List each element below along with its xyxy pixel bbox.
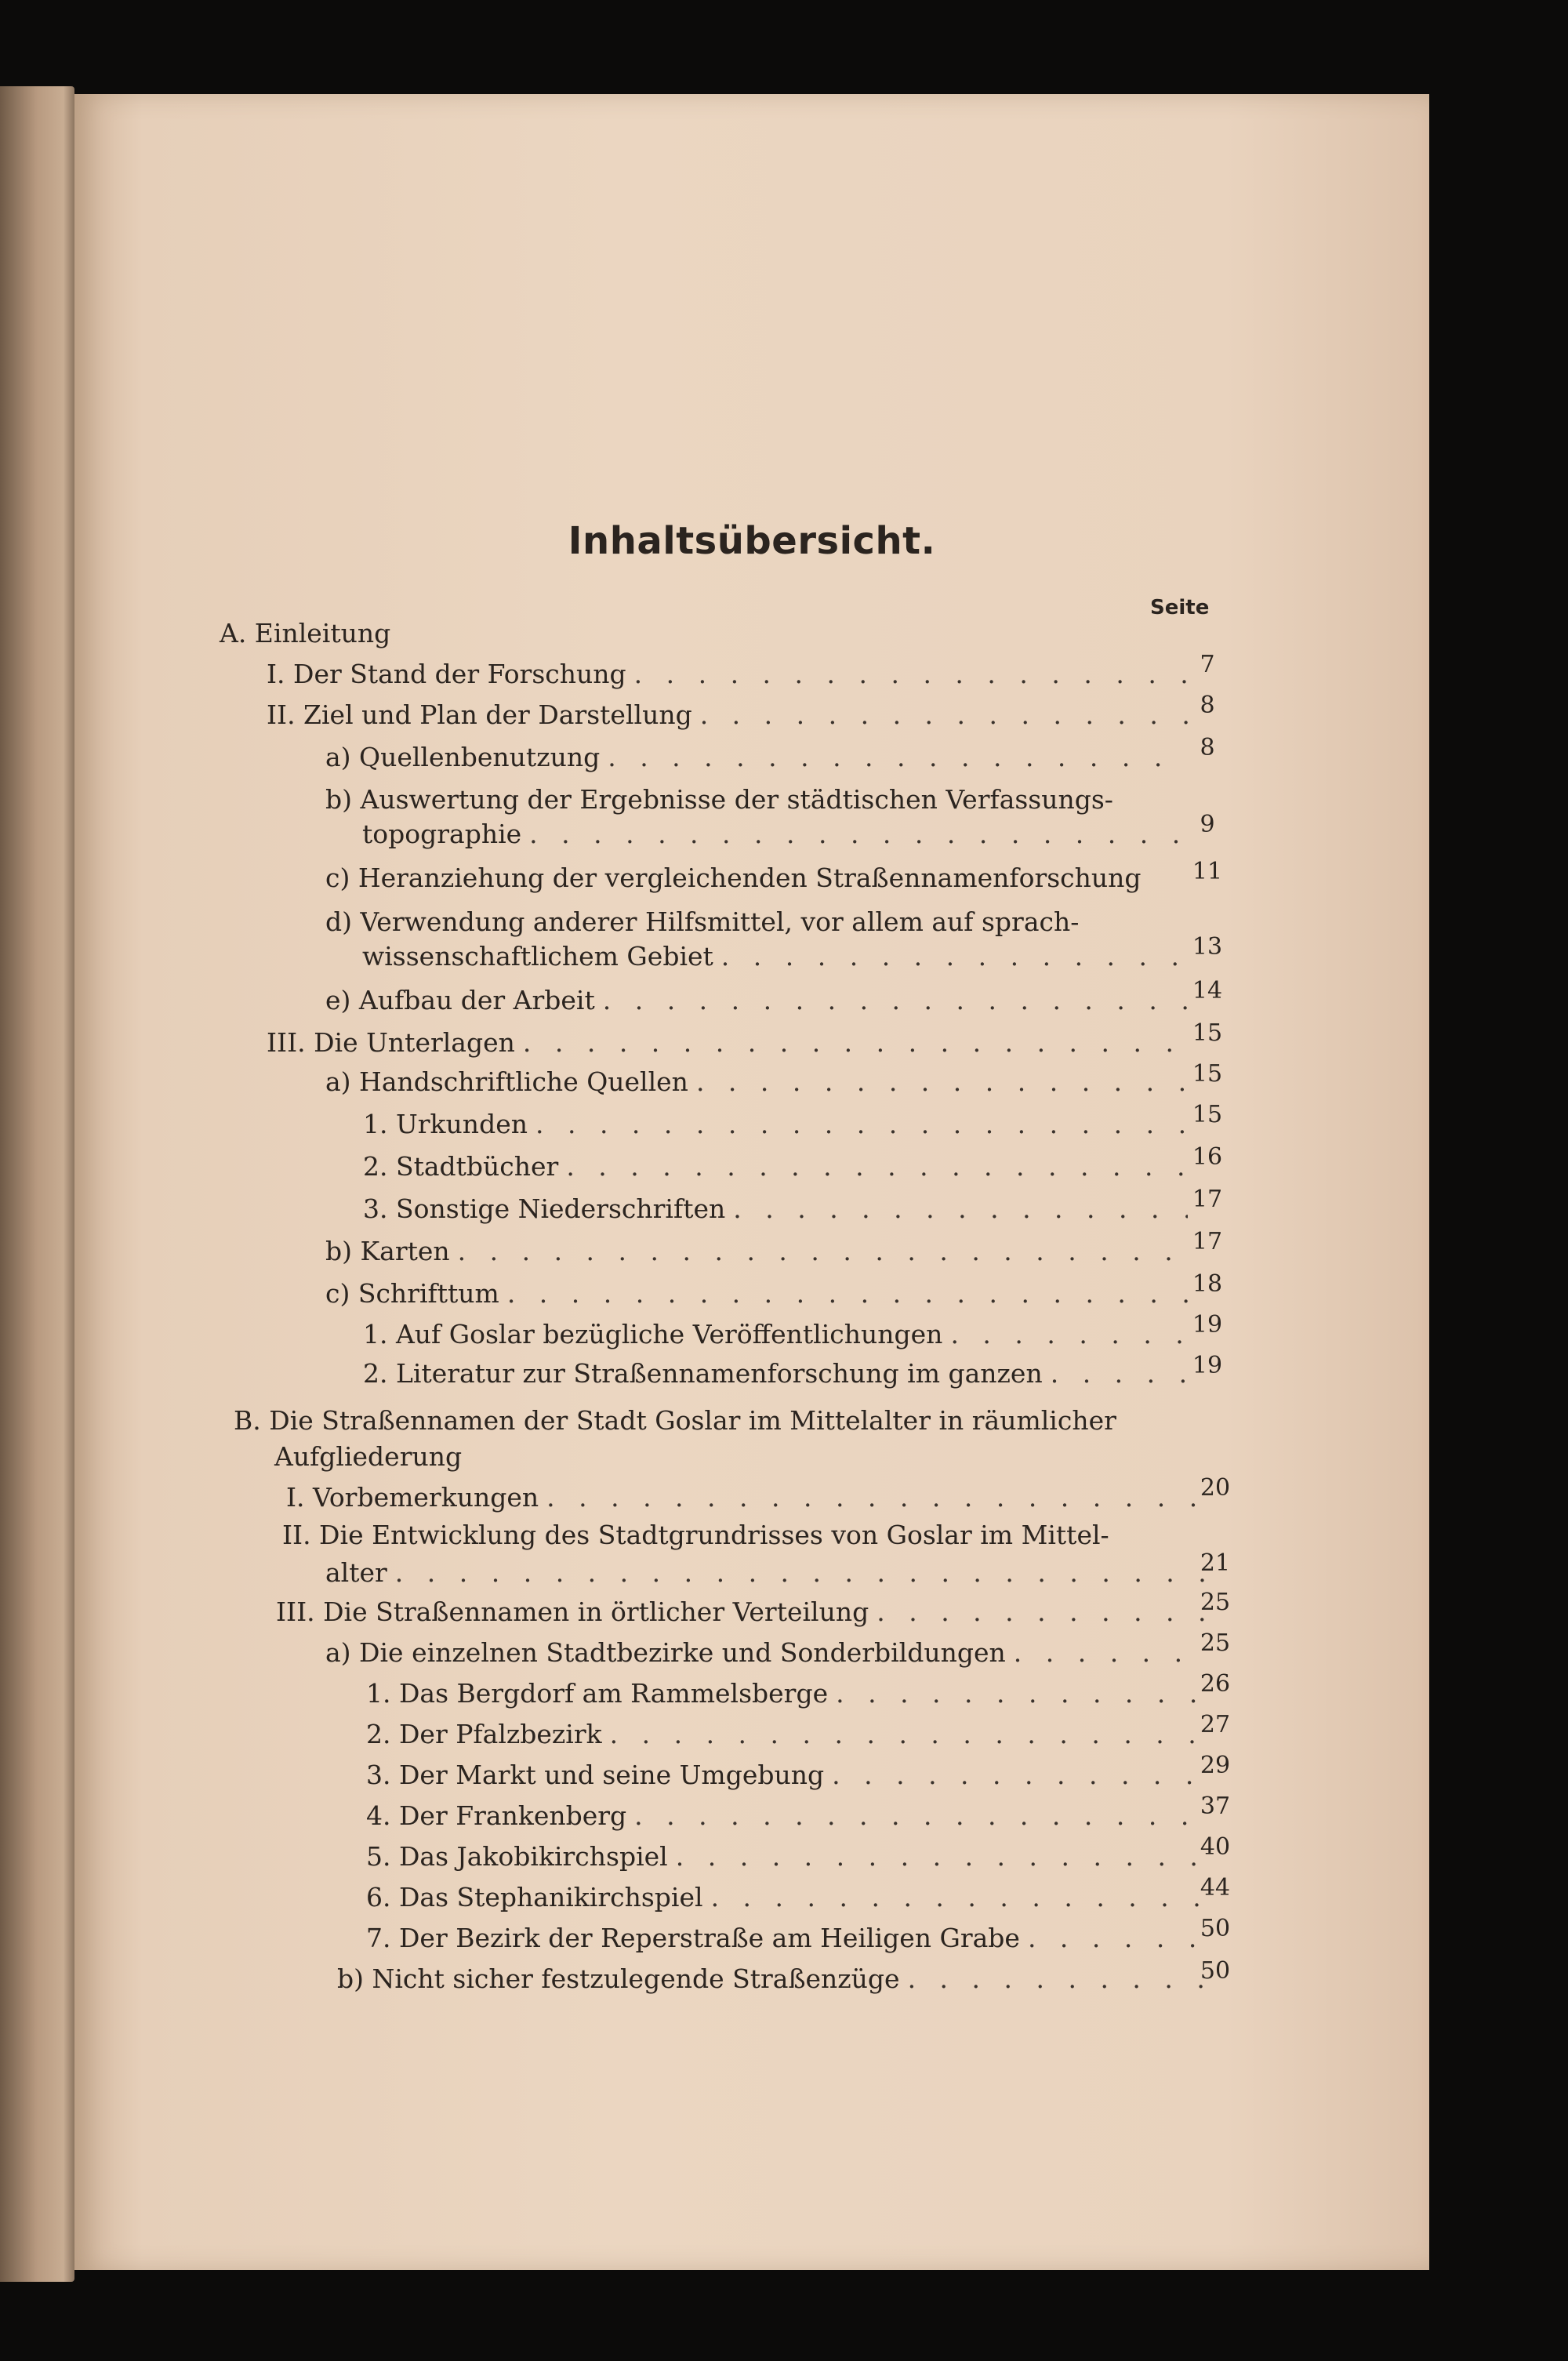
toc-entry-label: 1. Das Bergdorf am Rammelsberge (366, 1678, 829, 1709)
dot-leader (535, 1109, 1188, 1140)
toc-entry (363, 1109, 1196, 1140)
toc-entry (366, 1841, 1215, 1872)
toc-entry (366, 1760, 1215, 1791)
toc-entry (366, 1678, 1215, 1709)
toc-page-number: 21 (1200, 1549, 1231, 1577)
dot-leader (721, 941, 1188, 972)
toc-entry-label-line1: d) Verwendung anderer Hilfsmittel, vor allem auf sprach- (325, 906, 1080, 937)
dot-leader (610, 1719, 1207, 1750)
toc-page-number: 11 (1192, 858, 1223, 885)
dot-leader (608, 742, 1188, 773)
toc-page-number: 25 (1200, 1629, 1231, 1657)
toc-entry (366, 1882, 1215, 1913)
toc-page-number: 29 (1200, 1752, 1231, 1779)
dot-leader (908, 1963, 1207, 1995)
section-heading-b-line2: Aufgliederung (274, 1441, 463, 1472)
toc-entry-label: 2. Stadtbücher (363, 1151, 559, 1182)
toc-entry (363, 1358, 1196, 1389)
toc-entry-label: a) Quellenbenutzung (325, 742, 601, 772)
previous-page-edge (0, 86, 74, 2282)
toc-entry (276, 1596, 1215, 1628)
dot-leader (529, 819, 1188, 850)
toc-entry-label: c) Schrifttum (325, 1278, 499, 1309)
dot-leader (458, 1236, 1188, 1267)
dot-leader (700, 699, 1188, 731)
toc-entry (363, 1193, 1196, 1225)
toc-entry (325, 742, 1196, 773)
toc-entry (362, 941, 1196, 972)
dot-leader (634, 1800, 1207, 1832)
dot-leader (1028, 1923, 1207, 1954)
toc-entry-label-line1: b) Auswertung der Ergebnisse der städtischen Verfassungs- (325, 784, 1113, 815)
toc-entry-label: topographie (362, 819, 522, 849)
toc-entry-label: 6. Das Stephanikirchspiel (366, 1882, 703, 1912)
toc-page-number: 15 (1192, 1060, 1223, 1088)
toc-entry-label: alter (325, 1557, 387, 1588)
toc-page-number: 8 (1200, 692, 1215, 719)
toc-entry-label: II. Ziel und Plan der Darstellung (267, 699, 692, 730)
toc-page-number: 50 (1200, 1957, 1231, 1985)
toc-entry (286, 1482, 1215, 1513)
section-heading-a: A. Einleitung (220, 618, 391, 648)
toc-page-number: 27 (1200, 1711, 1231, 1738)
dot-leader (523, 1027, 1188, 1059)
section-heading-b-line1: B. Die Straßennamen der Stadt Goslar im Mittelalter in räumlicher (234, 1405, 1116, 1436)
toc-page-number: 44 (1200, 1874, 1231, 1902)
toc-page-number: 17 (1192, 1228, 1223, 1255)
toc-entry-label: 2. Literatur zur Straßennamenforschung im ganzen (363, 1358, 1043, 1389)
dot-leader (696, 1066, 1188, 1098)
toc-page-number: 7 (1200, 651, 1215, 678)
toc-entry (363, 1151, 1196, 1182)
page-column-header: Seite (1150, 596, 1210, 619)
toc-entry-label-line1: II. Die Entwicklung des Stadtgrundrisses von Goslar im Mittel- (282, 1520, 1109, 1550)
toc-page-number: 8 (1200, 734, 1215, 761)
dot-leader (950, 1319, 1188, 1350)
toc-page-number: 15 (1192, 1101, 1223, 1128)
toc-entry-label: I. Der Stand der Forschung (267, 659, 626, 689)
dot-leader (395, 1557, 1207, 1589)
dot-leader (733, 1193, 1188, 1225)
toc-entry (366, 1800, 1215, 1832)
toc-page-number: 25 (1200, 1589, 1231, 1616)
toc-entry-label: c) Heranziehung der vergleichenden Straßennamenforschung (325, 863, 1142, 893)
toc-entry (325, 1278, 1196, 1309)
toc-entry-label: b) Karten (325, 1236, 450, 1266)
toc-entry (325, 985, 1196, 1016)
toc-entry (325, 1557, 1215, 1589)
toc-page-number: 18 (1192, 1270, 1223, 1298)
toc-page-number: 16 (1192, 1143, 1223, 1171)
page-title: Inhaltsübersicht. (568, 519, 936, 563)
toc-page-number: 19 (1192, 1352, 1223, 1379)
toc-entry-label: 3. Sonstige Niederschriften (363, 1193, 726, 1224)
toc-page-number: 13 (1192, 933, 1223, 961)
toc-entry-label: III. Die Unterlagen (267, 1027, 515, 1058)
toc-entry-label: I. Vorbemerkungen (286, 1482, 539, 1513)
toc-entry-label: 1. Auf Goslar bezügliche Veröffentlichungen (363, 1319, 943, 1349)
dot-leader (507, 1278, 1188, 1309)
toc-entry (267, 659, 1196, 690)
toc-entry-label: 1. Urkunden (363, 1109, 528, 1139)
dot-leader (603, 985, 1188, 1016)
toc-entry-label: 3. Der Markt und seine Umgebung (366, 1760, 825, 1790)
toc-entry-label: 4. Der Frankenberg (366, 1800, 627, 1831)
toc-page-number: 26 (1200, 1670, 1231, 1698)
toc-entry (366, 1719, 1215, 1750)
dot-leader (634, 659, 1188, 690)
dot-leader (711, 1882, 1207, 1913)
toc-page-number: 20 (1200, 1474, 1231, 1502)
toc-entry-label: b) Nicht sicher festzulegende Straßenzüge (337, 1963, 900, 1994)
toc-entry-label: 5. Das Jakobikirchspiel (366, 1841, 668, 1872)
toc-entry (325, 1066, 1196, 1098)
dot-leader (832, 1760, 1207, 1791)
toc-entry-label: a) Die einzelnen Stadtbezirke und Sonderbildungen (325, 1637, 1006, 1668)
dot-leader (1051, 1358, 1188, 1389)
toc-entry-label: wissenschaftlichem Gebiet (362, 941, 713, 972)
toc-page-number: 50 (1200, 1915, 1231, 1942)
toc-entry (362, 819, 1196, 850)
toc-entry-label: III. Die Straßennamen in örtlicher Verteilung (276, 1596, 869, 1627)
dot-leader (676, 1841, 1207, 1872)
book-page (74, 94, 1429, 2270)
toc-entry-label: 7. Der Bezirk der Reperstraße am Heiligen Grabe (366, 1923, 1020, 1953)
dot-leader (546, 1482, 1207, 1513)
toc-page-number: 40 (1200, 1833, 1231, 1861)
toc-entry (325, 1637, 1215, 1669)
toc-page-number: 19 (1192, 1311, 1223, 1339)
toc-page-number: 17 (1192, 1186, 1223, 1213)
toc-entry (337, 1963, 1215, 1995)
toc-entry-label: e) Aufbau der Arbeit (325, 985, 595, 1015)
toc-entry (267, 699, 1196, 731)
toc-entry-label: a) Handschriftliche Quellen (325, 1066, 688, 1097)
dot-leader (1014, 1637, 1207, 1669)
toc-page-number: 15 (1192, 1019, 1223, 1047)
toc-entry-label: 2. Der Pfalzbezirk (366, 1719, 602, 1749)
toc-entry (366, 1923, 1215, 1954)
dot-leader (566, 1151, 1188, 1182)
toc-page-number: 37 (1200, 1793, 1231, 1820)
toc-page-number: 14 (1192, 977, 1223, 1004)
toc-entry (267, 1027, 1196, 1059)
dot-leader (836, 1678, 1207, 1709)
toc-entry (363, 1319, 1196, 1350)
dot-leader (877, 1596, 1207, 1628)
toc-entry (325, 1236, 1196, 1267)
toc-page-number: 9 (1200, 811, 1215, 838)
